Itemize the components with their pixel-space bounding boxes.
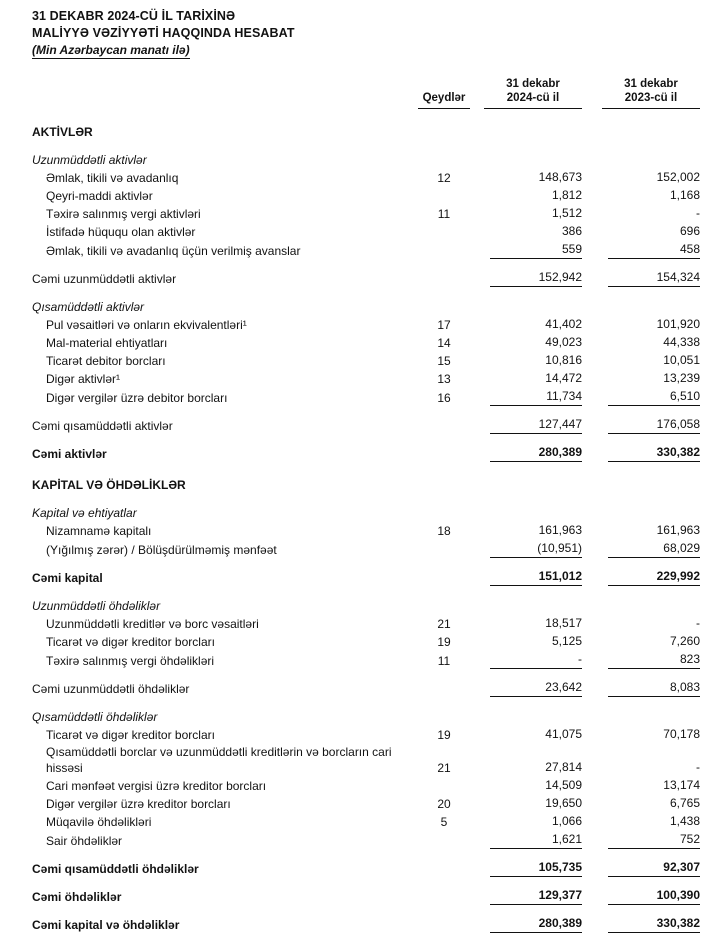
amount-2023-cell xyxy=(582,124,700,140)
amount-2024 xyxy=(490,488,582,489)
amount-2024-cell xyxy=(470,334,582,351)
amount-2023: 161,963 xyxy=(656,523,700,537)
note-cell: 5 xyxy=(440,815,448,829)
amount-2024 xyxy=(490,609,582,610)
row-label: Digər vergilər üzrə kreditor borcları xyxy=(46,797,231,811)
amount-2023-cell xyxy=(582,505,700,521)
note-cell: 20 xyxy=(437,797,451,811)
table-row xyxy=(32,522,700,539)
row-label: Əmlak, tikili və avadanlıq üçün verilmiş avanslar xyxy=(46,244,301,258)
row-label: Ticarət və digər kreditor borcları xyxy=(46,635,215,649)
amount-2024: 5,125 xyxy=(551,634,582,648)
amount-2023: 752 xyxy=(608,831,700,849)
amount-2024: 127,447 xyxy=(490,416,582,434)
amount-2024-cell xyxy=(470,299,582,315)
table-row xyxy=(32,744,700,776)
amount-2024: 1,066 xyxy=(551,814,582,828)
amount-2023-cell xyxy=(582,352,700,369)
amount-2023: 330,382 xyxy=(608,444,700,462)
amount-2023: - xyxy=(696,760,700,774)
amount-2023-cell xyxy=(582,370,700,387)
column-header-2024-line1: 31 dekabr xyxy=(506,78,560,90)
amount-2023: 330,382 xyxy=(608,915,700,933)
note-cell: 21 xyxy=(437,617,451,631)
table-row xyxy=(32,205,700,222)
table-row xyxy=(32,651,700,669)
amount-2024-cell xyxy=(470,416,582,434)
row-label: Kapital və ehtiyatlar xyxy=(32,506,137,520)
table-row xyxy=(32,633,700,650)
document-title-line1: 31 DEKABR 2024-CÜ İL TARİXİNƏ xyxy=(32,9,236,23)
amount-2024: 27,814 xyxy=(545,760,582,774)
amount-2024: 14,509 xyxy=(545,778,582,792)
note-cell: 18 xyxy=(437,524,451,538)
amount-2023: 458 xyxy=(608,241,700,259)
document-header xyxy=(32,8,700,59)
amount-2023: - xyxy=(696,616,700,630)
amount-2023-cell xyxy=(582,187,700,204)
amount-2023: 696 xyxy=(679,224,700,238)
table-row xyxy=(32,352,700,369)
row-label: Cəmi kapital xyxy=(32,571,103,585)
amount-2024-cell xyxy=(470,540,582,558)
amount-2023: 1,168 xyxy=(669,188,700,202)
amount-2024-cell xyxy=(470,777,582,794)
amount-2024-cell xyxy=(470,388,582,406)
table-row xyxy=(32,370,700,387)
amount-2023-cell xyxy=(582,568,700,586)
amount-2023: 10,051 xyxy=(663,353,700,367)
amount-2024 xyxy=(490,516,582,517)
amount-2023: 68,029 xyxy=(608,540,700,558)
row-label: Cəmi öhdəliklər xyxy=(32,890,122,904)
table-row xyxy=(32,598,700,614)
amount-2023: 92,307 xyxy=(608,859,700,877)
amount-2024: 151,012 xyxy=(490,568,582,586)
amount-2024: 152,942 xyxy=(490,269,582,287)
amount-2024-cell xyxy=(470,598,582,614)
table-row xyxy=(32,388,700,406)
table-row xyxy=(32,795,700,812)
table-row xyxy=(32,124,700,140)
amount-2024: 386 xyxy=(561,224,582,238)
amount-2023-cell xyxy=(582,444,700,462)
row-label: KAPİTAL VƏ ÖHDƏLİKLƏR xyxy=(32,478,186,492)
note-cell: 11 xyxy=(437,207,451,221)
amount-2024-cell xyxy=(470,477,582,493)
table-row xyxy=(32,152,700,168)
document-subtitle-text: (Min Azərbaycan manatı ilə) xyxy=(32,43,190,57)
amount-2024: 41,075 xyxy=(545,727,582,741)
amount-2023 xyxy=(608,135,700,136)
table-row xyxy=(32,679,700,697)
amount-2024-cell xyxy=(470,187,582,204)
row-label: Cəmi uzunmüddətli aktivlər xyxy=(32,272,177,286)
note-cell: 17 xyxy=(437,318,451,332)
row-label: Ticarət debitor borcları xyxy=(46,354,166,368)
amount-2024: 10,816 xyxy=(545,353,582,367)
amount-2024: - xyxy=(490,651,582,669)
amount-2024: 161,963 xyxy=(538,523,582,537)
row-label: Mal-material ehtiyatları xyxy=(46,336,168,350)
table-row xyxy=(32,887,700,905)
row-label: Cəmi qısamüddətli öhdəliklər xyxy=(32,862,199,876)
amount-2024-cell xyxy=(470,568,582,586)
amount-2024-cell xyxy=(470,633,582,650)
document-subtitle xyxy=(32,42,700,59)
amount-2024: 280,389 xyxy=(490,444,582,462)
note-cell: 13 xyxy=(437,372,451,386)
column-header-2024-text xyxy=(484,77,582,109)
row-label: Digər vergilər üzrə debitor borcları xyxy=(46,391,228,405)
row-label: Uzunmüddətli öhdəliklər xyxy=(32,599,161,613)
amount-2023-cell xyxy=(582,633,700,650)
amount-2023-cell xyxy=(582,299,700,315)
amount-2023: 101,920 xyxy=(656,317,700,331)
statement-rows xyxy=(32,124,700,933)
amount-2023-cell xyxy=(582,759,700,776)
amount-2023: 152,002 xyxy=(656,170,700,184)
amount-2023 xyxy=(608,516,700,517)
amount-2023-cell xyxy=(582,859,700,877)
row-label: Ticarət və digər kreditor borcları xyxy=(46,728,215,742)
amount-2023-cell xyxy=(582,887,700,905)
amount-2024-cell xyxy=(470,223,582,240)
table-row xyxy=(32,859,700,877)
amount-2023: 154,324 xyxy=(608,269,700,287)
amount-2024 xyxy=(490,135,582,136)
amount-2024: 105,735 xyxy=(490,859,582,877)
amount-2024-cell xyxy=(470,269,582,287)
row-label: Pul vəsaitləri və onların ekvivalentləri¹ xyxy=(46,318,247,332)
amount-2024: 14,472 xyxy=(545,371,582,385)
row-label: Müqavilə öhdəlikləri xyxy=(46,815,152,829)
amount-2023: 13,174 xyxy=(663,778,700,792)
row-label: Təxirə salınmış vergi aktivləri xyxy=(46,207,201,221)
amount-2023-cell xyxy=(582,726,700,743)
amount-2023-cell xyxy=(582,540,700,558)
row-label: Cari mənfəət vergisi üzrə kreditor borcları xyxy=(46,779,267,793)
table-row xyxy=(32,505,700,521)
amount-2024-cell xyxy=(470,709,582,725)
row-label: Təxirə salınmış vergi öhdəlikləri xyxy=(46,654,215,668)
row-label: Əmlak, tikili və avadanlıq xyxy=(46,171,179,185)
amount-2024-cell xyxy=(470,813,582,830)
amount-2023: 100,390 xyxy=(608,887,700,905)
row-label: Uzunmüddətli kreditlər və borc vəsaitləri xyxy=(46,617,259,631)
amount-2023: 229,992 xyxy=(608,568,700,586)
amount-2024-cell xyxy=(470,651,582,669)
table-row xyxy=(32,709,700,725)
amount-2023 xyxy=(608,163,700,164)
amount-2024: 1,812 xyxy=(551,188,582,202)
amount-2024-cell xyxy=(470,615,582,632)
amount-2023: 823 xyxy=(608,651,700,669)
table-row xyxy=(32,241,700,259)
amount-2024-cell xyxy=(470,887,582,905)
column-header-2023-line1: 31 dekabr xyxy=(624,78,678,90)
row-label: Cəmi kapital və öhdəliklər xyxy=(32,918,180,932)
amount-2024-cell xyxy=(470,152,582,168)
amount-2023-cell xyxy=(582,169,700,186)
table-row xyxy=(32,477,700,493)
amount-2023-cell xyxy=(582,241,700,259)
amount-2024: (10,951) xyxy=(490,540,582,558)
column-header-2023 xyxy=(582,77,700,109)
column-header-2024 xyxy=(470,77,582,109)
amount-2023-cell xyxy=(582,813,700,830)
row-label: Cəmi aktivlər xyxy=(32,447,107,461)
amount-2024-cell xyxy=(470,831,582,849)
amount-2023-cell xyxy=(582,522,700,539)
amount-2023-cell xyxy=(582,388,700,406)
table-row xyxy=(32,568,700,586)
amount-2024-cell xyxy=(470,169,582,186)
row-label: İstifadə hüququ olan aktivlər xyxy=(46,225,196,239)
row-label: Qısamüddətli aktivlər xyxy=(32,300,145,314)
amount-2024-cell xyxy=(470,679,582,697)
amount-2023-cell xyxy=(582,831,700,849)
amount-2023-cell xyxy=(582,598,700,614)
amount-2023-cell xyxy=(582,316,700,333)
amount-2023-cell xyxy=(582,477,700,493)
row-label: Uzunmüddətli aktivlər xyxy=(32,153,147,167)
amount-2023-cell xyxy=(582,615,700,632)
amount-2024: 49,023 xyxy=(545,335,582,349)
amount-2024: 11,734 xyxy=(490,388,582,406)
amount-2023: 176,058 xyxy=(608,416,700,434)
amount-2024-cell xyxy=(470,444,582,462)
amount-2023-cell xyxy=(582,795,700,812)
amount-2023: 7,260 xyxy=(669,634,700,648)
amount-2024: 559 xyxy=(490,241,582,259)
table-row xyxy=(32,813,700,830)
amount-2023-cell xyxy=(582,915,700,933)
amount-2024-cell xyxy=(470,522,582,539)
amount-2023: 6,765 xyxy=(669,796,700,810)
amount-2023-cell xyxy=(582,679,700,697)
table-row xyxy=(32,540,700,558)
note-cell: 11 xyxy=(437,654,451,668)
row-label: Cəmi uzunmüddətli öhdəliklər xyxy=(32,682,190,696)
amount-2024-cell xyxy=(470,505,582,521)
amount-2024-cell xyxy=(470,370,582,387)
amount-2024: 129,377 xyxy=(490,887,582,905)
amount-2023-cell xyxy=(582,269,700,287)
amount-2024: 18,517 xyxy=(545,616,582,630)
amount-2024-cell xyxy=(470,726,582,743)
amount-2023: 13,239 xyxy=(663,371,700,385)
note-cell: 12 xyxy=(437,171,451,185)
table-row xyxy=(32,777,700,794)
amount-2024: 280,389 xyxy=(490,915,582,933)
amount-2024: 1,621 xyxy=(490,831,582,849)
amount-2023-cell xyxy=(582,223,700,240)
amount-2024-cell xyxy=(470,316,582,333)
note-cell: 19 xyxy=(437,728,451,742)
note-cell: 16 xyxy=(437,391,451,405)
amount-2023-cell xyxy=(582,651,700,669)
amount-2023-cell xyxy=(582,416,700,434)
amount-2023: 44,338 xyxy=(663,335,700,349)
amount-2023 xyxy=(608,310,700,311)
note-cell: 15 xyxy=(437,354,451,368)
amount-2024-cell xyxy=(470,352,582,369)
table-row xyxy=(32,416,700,434)
table-row xyxy=(32,915,700,933)
table-row xyxy=(32,444,700,462)
amount-2024-cell xyxy=(470,241,582,259)
amount-2023: 1,438 xyxy=(669,814,700,828)
row-label: Nizamnamə kapitalı xyxy=(46,524,152,538)
amount-2024 xyxy=(490,163,582,164)
amount-2024-cell xyxy=(470,795,582,812)
amount-2024 xyxy=(490,720,582,721)
amount-2023: - xyxy=(696,206,700,220)
amount-2023: 70,178 xyxy=(663,727,700,741)
row-label: (Yığılmış zərər) / Bölüşdürülməmiş mənfəət xyxy=(46,543,277,557)
row-label: Cəmi qısamüddətli aktivlər xyxy=(32,419,173,433)
amount-2024-cell xyxy=(470,859,582,877)
table-row xyxy=(32,334,700,351)
row-label: Qısamüddətli öhdəliklər xyxy=(32,710,158,724)
amount-2023: 8,083 xyxy=(608,679,700,697)
row-label: AKTİVLƏR xyxy=(32,125,93,139)
row-label: Digər aktivlər¹ xyxy=(46,372,121,386)
amount-2024-cell xyxy=(470,205,582,222)
table-row xyxy=(32,316,700,333)
table-row xyxy=(32,299,700,315)
amount-2023: 6,510 xyxy=(608,388,700,406)
amount-2023 xyxy=(608,488,700,489)
row-label: Qeyri-maddi aktivlər xyxy=(46,189,153,203)
table-row xyxy=(32,169,700,186)
note-cell: 14 xyxy=(437,336,451,350)
table-column-headers xyxy=(32,77,700,109)
note-cell: 21 xyxy=(437,761,451,775)
notes-column-header: Qeydlər xyxy=(418,91,470,109)
amount-2023-cell xyxy=(582,334,700,351)
amount-2024 xyxy=(490,310,582,311)
amount-2024: 19,650 xyxy=(545,796,582,810)
amount-2024-cell xyxy=(470,124,582,140)
amount-2023 xyxy=(608,609,700,610)
amount-2024-cell xyxy=(470,759,582,776)
row-label: Sair öhdəliklər xyxy=(46,834,123,848)
table-row xyxy=(32,269,700,287)
row-label: Qısamüddətli borclar və uzunmüddətli kreditlərin və borcların cari hissəsi xyxy=(46,745,392,775)
amount-2024: 23,642 xyxy=(490,679,582,697)
amount-2023-cell xyxy=(582,152,700,168)
table-row xyxy=(32,615,700,632)
note-cell: 19 xyxy=(437,635,451,649)
table-row xyxy=(32,726,700,743)
amount-2024: 1,512 xyxy=(551,206,582,220)
column-header-2023-text xyxy=(602,77,700,109)
amount-2024: 148,673 xyxy=(538,170,582,184)
amount-2023 xyxy=(608,720,700,721)
amount-2023-cell xyxy=(582,709,700,725)
table-row xyxy=(32,831,700,849)
amount-2024-cell xyxy=(470,915,582,933)
table-row xyxy=(32,223,700,240)
column-header-2023-line2: 2023-cü il xyxy=(624,92,678,104)
amount-2023-cell xyxy=(582,205,700,222)
amount-2024: 41,402 xyxy=(545,317,582,331)
document-title-line2: MALİYYƏ VƏZİYYƏTİ HAQQINDA HESABAT xyxy=(32,26,295,40)
table-row xyxy=(32,187,700,204)
amount-2023-cell xyxy=(582,777,700,794)
column-header-2024-line2: 2024-cü il xyxy=(506,92,560,104)
